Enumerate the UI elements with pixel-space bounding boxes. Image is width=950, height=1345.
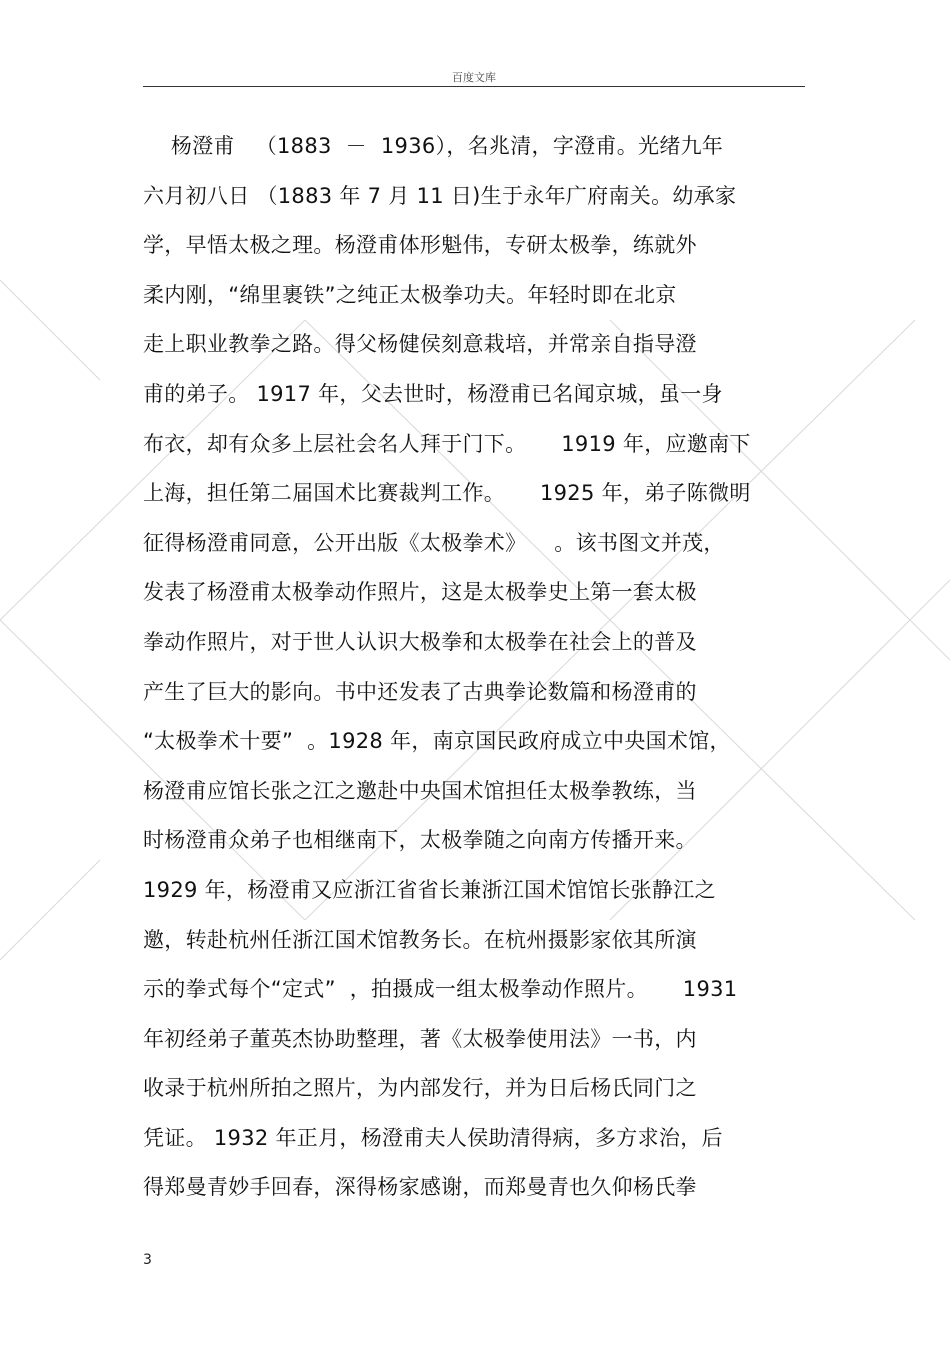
body-line: 示的拳式每个“定式” ，拍摄成一组太极拳动作照片。 1931 [143, 977, 738, 1002]
body-line: 拳动作照片，对于世人认识大极拳和太极拳在社会上的普及 [143, 629, 697, 654]
body-line: 邀，转赴杭州任浙江国术馆教务长。在杭州摄影家依其所演 [143, 927, 697, 952]
body-line: 1929 年，杨澄甫又应浙江省省长兼浙江国术馆馆长张静江之 [143, 877, 716, 902]
body-line: 发表了杨澄甫太极拳动作照片，这是太极拳史上第一套太极 [143, 580, 697, 605]
body-line: 杨澄甫应馆长张之江之邀赴中央国术馆担任太极拳教练，当 [143, 778, 697, 803]
header-title: 百度文库 [452, 71, 496, 84]
body-line: 六月初八日 （1883 年 7 月 11 日)生于永年广府南关。幼承家 [143, 183, 737, 208]
body-line: 年初经弟子董英杰协助整理，著《太极拳使用法》一书，内 [143, 1026, 697, 1051]
body-line: 学，早悟太极之理。杨澄甫体形魁伟，专研太极拳，练就外 [143, 233, 697, 258]
body-line: 时杨澄甫众弟子也相继南下，太极拳随之向南方传播开来。 [143, 828, 697, 853]
body-line: 走上职业教拳之路。得父杨健侯刻意栽培，并常亲自指导澄 [143, 332, 697, 357]
body-line: “太极拳术十要” 。1928 年，南京国民政府成立中央国术馆， [143, 729, 731, 754]
body-line: 收录于杭州所拍之照片，为内部发行，并为日后杨氏同门之 [143, 1076, 697, 1101]
body-line: 凭证。 1932 年正月，杨澄甫夫人侯助清得病，多方求治，后 [143, 1125, 723, 1150]
page-header [143, 66, 805, 87]
body-line: 产生了巨大的影向。书中还发表了古典拳论数篇和杨澄甫的 [143, 679, 697, 704]
body-line: 杨澄甫 （1883 － 1936），名兆清，字澄甫。光绪九年 [143, 134, 724, 158]
body-line: 上海，担任第二届国术比赛裁判工作。 1925 年，弟子陈微明 [143, 481, 751, 506]
page-number: 3 [143, 1252, 152, 1268]
body-line: 布衣，却有众多上层社会名人拜于门下。 1919 年，应邀南下 [143, 431, 751, 456]
body-line: 得郑曼青妙手回春，深得杨家感谢，而郑曼青也久仰杨氏拳 [143, 1175, 697, 1200]
body-line: 征得杨澄甫同意，公开出版《太极拳术》 。该书图文并茂， [143, 530, 725, 555]
body-line: 甫的弟子。 1917 年，父去世时，杨澄甫已名闻京城，虽一身 [143, 381, 723, 406]
body-line: 柔内刚，“绵里裹铁”之纯正太极拳功夫。年轻时即在北京 [143, 282, 677, 307]
document-body [143, 122, 823, 1213]
